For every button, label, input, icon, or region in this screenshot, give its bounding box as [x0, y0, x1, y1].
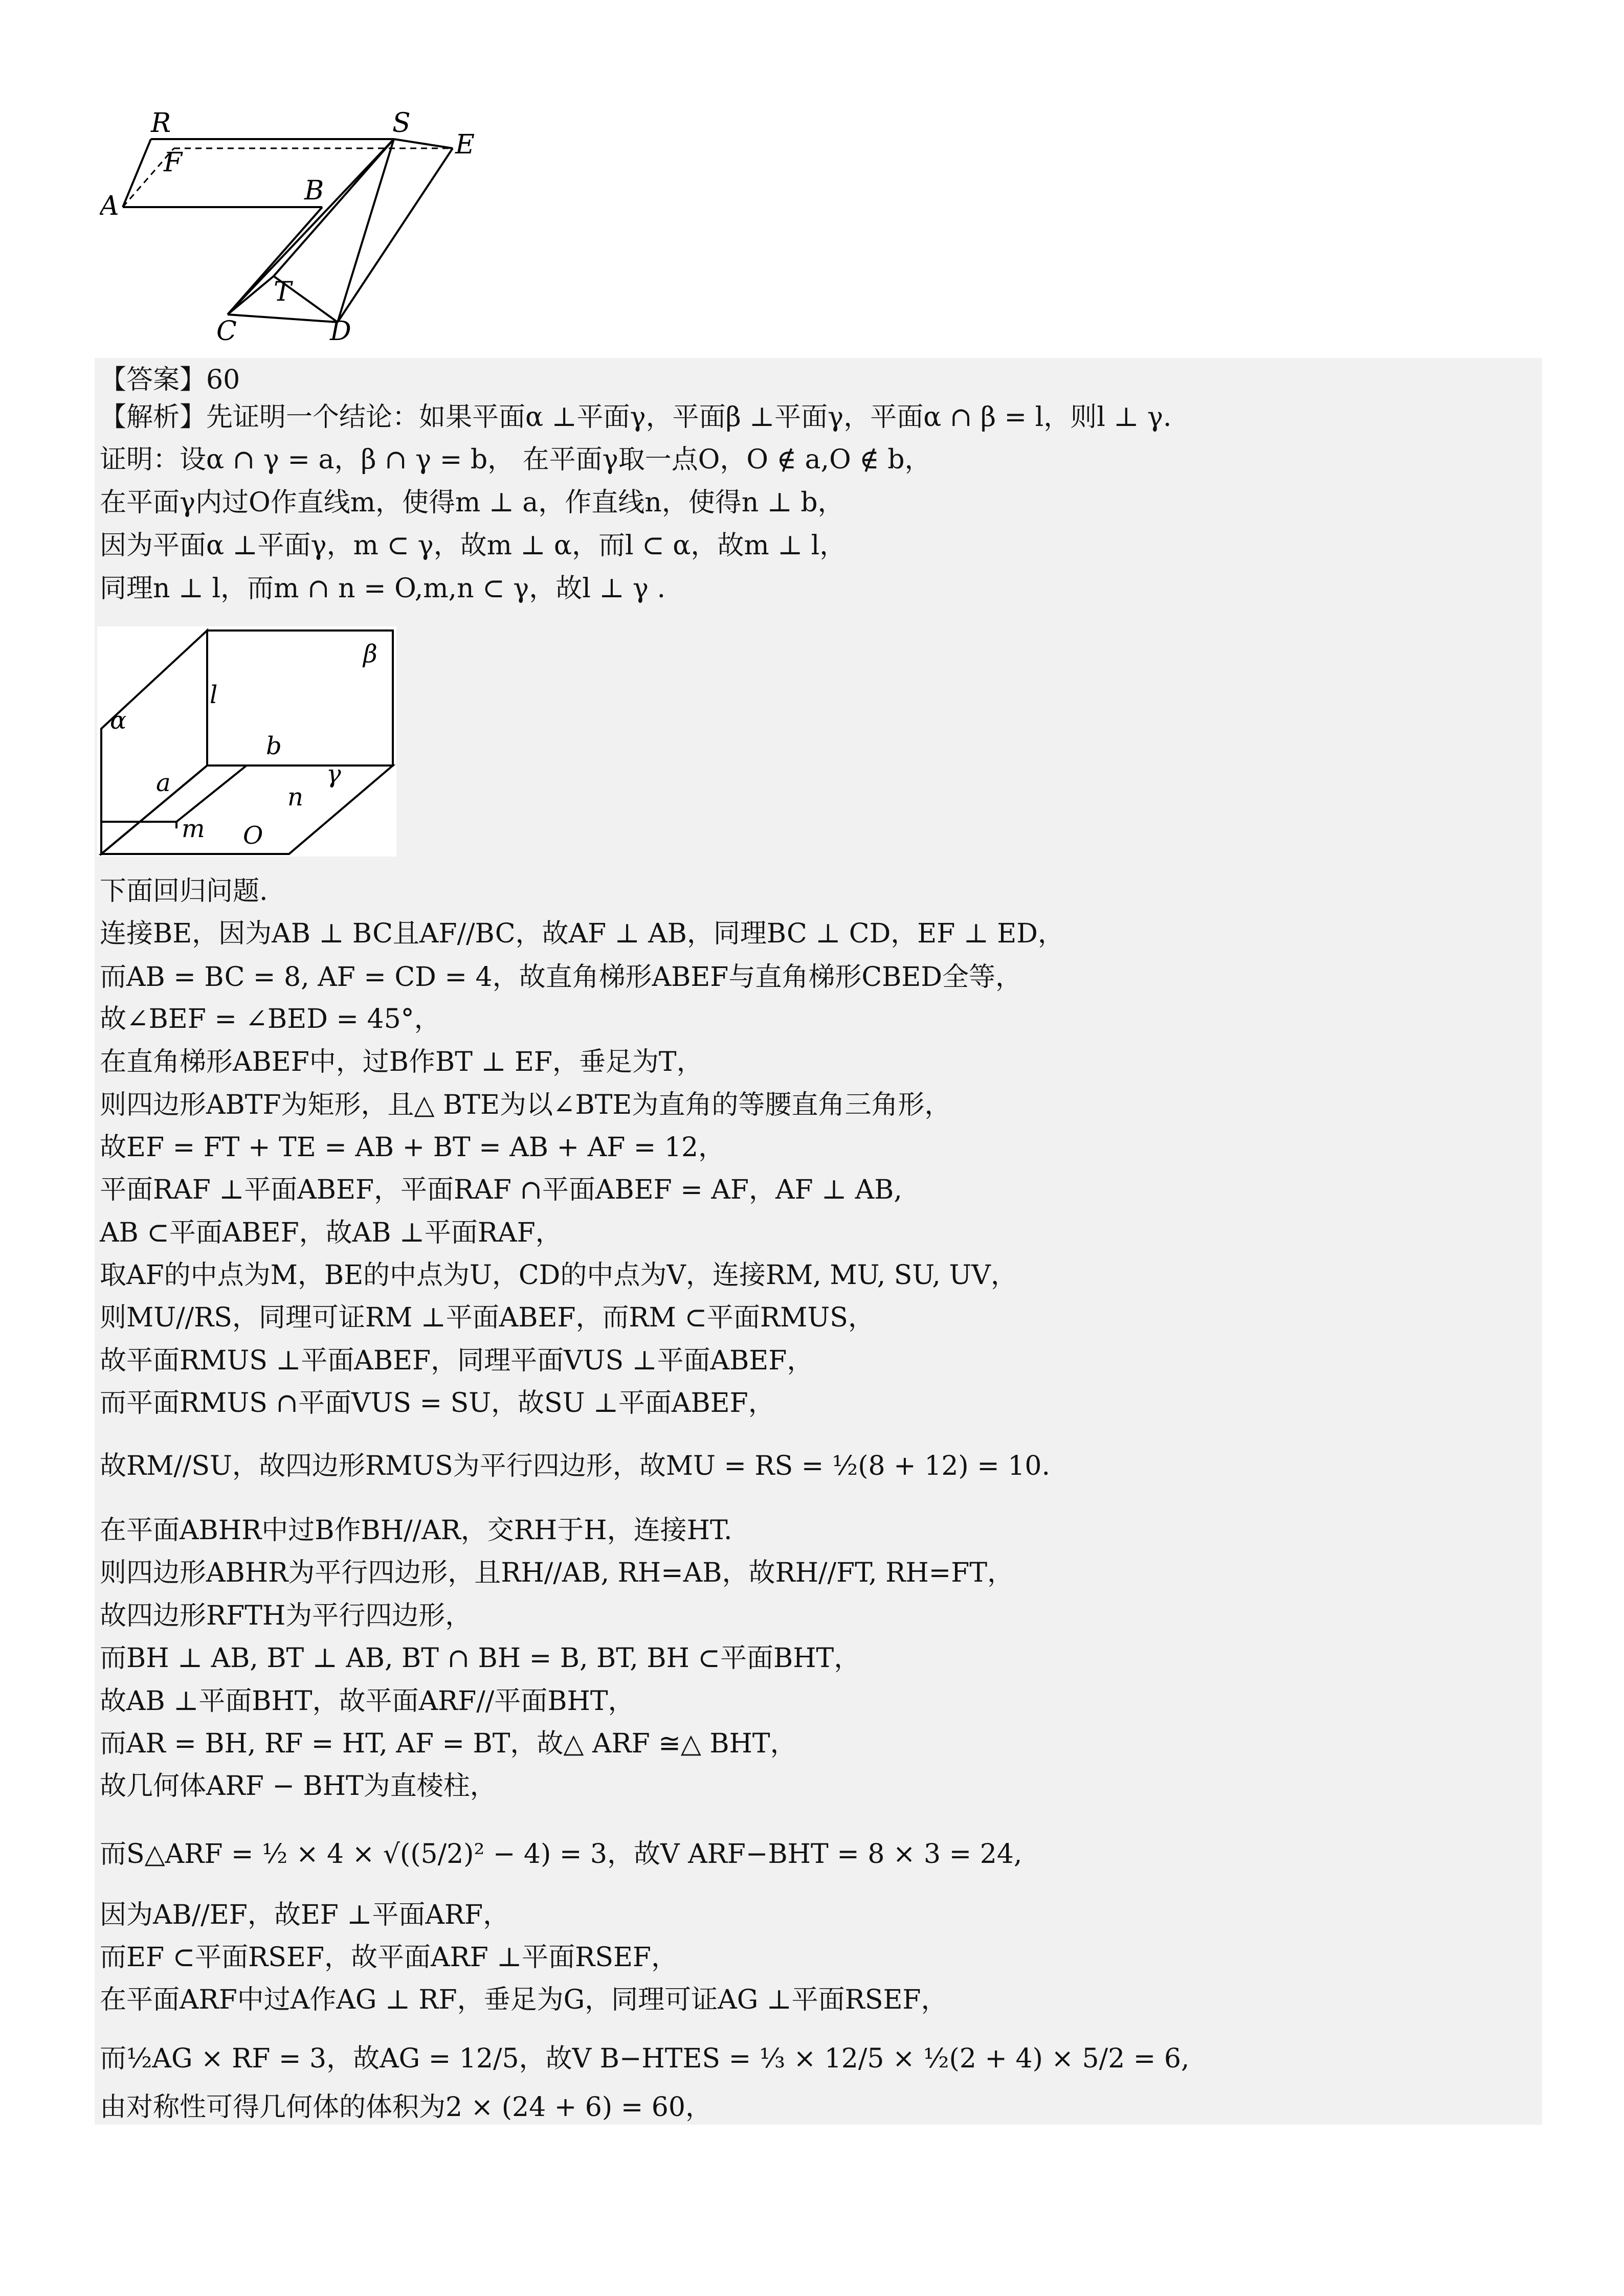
edge-SC [228, 139, 394, 314]
label-alpha: α [110, 706, 127, 735]
label-a: a [156, 769, 171, 797]
text-line: 而平面RMUS ∩平面VUS = SU，故SU ⊥平面ABEF， [100, 1388, 775, 1419]
text-line: 而EF ⊂平面RSEF，故平面ARF ⊥平面RSEF， [100, 1942, 678, 1973]
text-line: 则MU//RS，同理可证RM ⊥平面ABEF，而RM ⊂平面RMUS， [100, 1302, 875, 1333]
label-R: R [151, 108, 171, 139]
line-n-edge [176, 766, 247, 822]
label-C: C [216, 316, 237, 347]
text-line: 同理n ⊥ l，而m ∩ n = O,m,n ⊂ γ，故l ⊥ γ . [100, 573, 666, 604]
text-line: 而S△ARF = ½ × 4 × √((5/2)² − 4) = 3，故V ARF−BHT = 8 × 3 = 24, [100, 1839, 1022, 1870]
text-line: 故几何体ARF − BHT为直棱柱， [100, 1771, 497, 1802]
text-line: 证明：设α ∩ γ = a，β ∩ γ = b， 在平面γ取一点O，O ∉ a,O ∉ b， [100, 444, 931, 475]
solid-figure [100, 107, 509, 348]
text-line: 则四边形ABHR为平行四边形，且RH//AB, RH=AB，故RH//FT, RH=FT， [100, 1558, 1014, 1588]
text-line: 在直角梯形ABEF中，过B作BT ⊥ EF，垂足为T， [100, 1047, 703, 1077]
label-m: m [182, 815, 205, 843]
text-line: 由对称性可得几何体的体积为2 × (24 + 6) = 60， [100, 2092, 712, 2123]
text-line: 故RM//SU，故四边形RMUS为平行四边形，故MU = RS = ½(8 + 12) = 10. [100, 1451, 1051, 1481]
label-b: b [266, 732, 282, 760]
label-n: n [287, 783, 303, 812]
text-line: 则四边形ABTF为矩形，且△ BTE为以∠BTE为直角的等腰直角三角形， [100, 1090, 951, 1120]
text-line: 而AB = BC = 8, AF = CD = 4，故直角梯形ABEF与直角梯形CBED全等， [100, 962, 1022, 993]
label-T: T [274, 277, 292, 307]
edge-SE [394, 139, 453, 148]
text-line: 而BH ⊥ AB, BT ⊥ AB, BT ∩ BH = B, BT, BH ⊂平面BHT， [100, 1643, 861, 1674]
edge-TC [228, 276, 274, 314]
planes-figure [97, 626, 396, 857]
text-line: 在平面ARF中过A作AG ⊥ RF，垂足为G，同理可证AG ⊥平面RSEF， [100, 1985, 948, 2015]
text-line: 故EF = FT + TE = AB + BT = AB + AF = 12， [100, 1132, 725, 1163]
planes-figure-svg [97, 626, 396, 857]
label-beta: β [363, 640, 377, 668]
label-S: S [392, 108, 411, 139]
label-l: l [210, 681, 218, 709]
text-line: 故AB ⊥平面BHT，故平面ARF//平面BHT， [100, 1686, 635, 1717]
text-line: 连接BE，因为AB ⊥ BC且AF//BC，故AF ⊥ AB，同理BC ⊥ CD，EF ⊥ ED， [100, 918, 1064, 949]
text-line: 故四边形RFTH为平行四边形， [100, 1601, 472, 1631]
text-line: 故∠BEF = ∠BED = 45°， [100, 1004, 441, 1034]
text-line: 因为AB//EF，故EF ⊥平面ARF， [100, 1900, 510, 1930]
edge-ED [338, 148, 453, 322]
text-line: 下面回归问题. [100, 876, 268, 907]
edge-CD [228, 314, 338, 322]
answer-line: 【答案】60 [100, 365, 240, 395]
label-E: E [455, 129, 475, 160]
text-line: 因为平面α ⊥平面γ，m ⊂ γ，故m ⊥ α，而l ⊂ α，故m ⊥ l， [100, 530, 847, 561]
text-line: 在平面ABHR中过B作BH//AR，交RH于H，连接HT. [100, 1515, 732, 1546]
text-line: AB ⊂平面ABEF，故AB ⊥平面RAF， [100, 1218, 562, 1248]
edge-SD [338, 139, 394, 322]
edge-RA [123, 139, 151, 207]
label-F: F [164, 147, 183, 178]
text-line: 取AF的中点为M，BE的中点为U，CD的中点为V，连接RM, MU, SU, UV， [100, 1260, 1017, 1291]
text-line: 而AR = BH, RF = HT, AF = BT，故△ ARF ≅△ BHT， [100, 1728, 797, 1759]
label-B: B [304, 175, 324, 206]
analysis-line: 【解析】先证明一个结论：如果平面α ⊥平面γ，平面β ⊥平面γ，平面α ∩ β = l，则l ⊥ γ. [100, 402, 1172, 433]
label-gamma: γ [326, 760, 341, 789]
text-line: 故平面RMUS ⊥平面ABEF，同理平面VUS ⊥平面ABEF， [100, 1345, 814, 1376]
text-line: 而½AG × RF = 3，故AG = 12/5，故V B−HTES = ⅓ × 12/5 × ½(2 + 4) × 5/2 = 6, [100, 2043, 1190, 2074]
label-O: O [243, 821, 263, 850]
solid-figure-svg [100, 107, 509, 348]
label-D: D [330, 316, 351, 347]
text-line: 平面RAF ⊥平面ABEF，平面RAF ∩平面ABEF = AF，AF ⊥ AB, [100, 1175, 902, 1205]
label-A: A [100, 191, 119, 221]
text-line: 在平面γ内过O作直线m，使得m ⊥ a，作直线n，使得n ⊥ b， [100, 487, 844, 518]
